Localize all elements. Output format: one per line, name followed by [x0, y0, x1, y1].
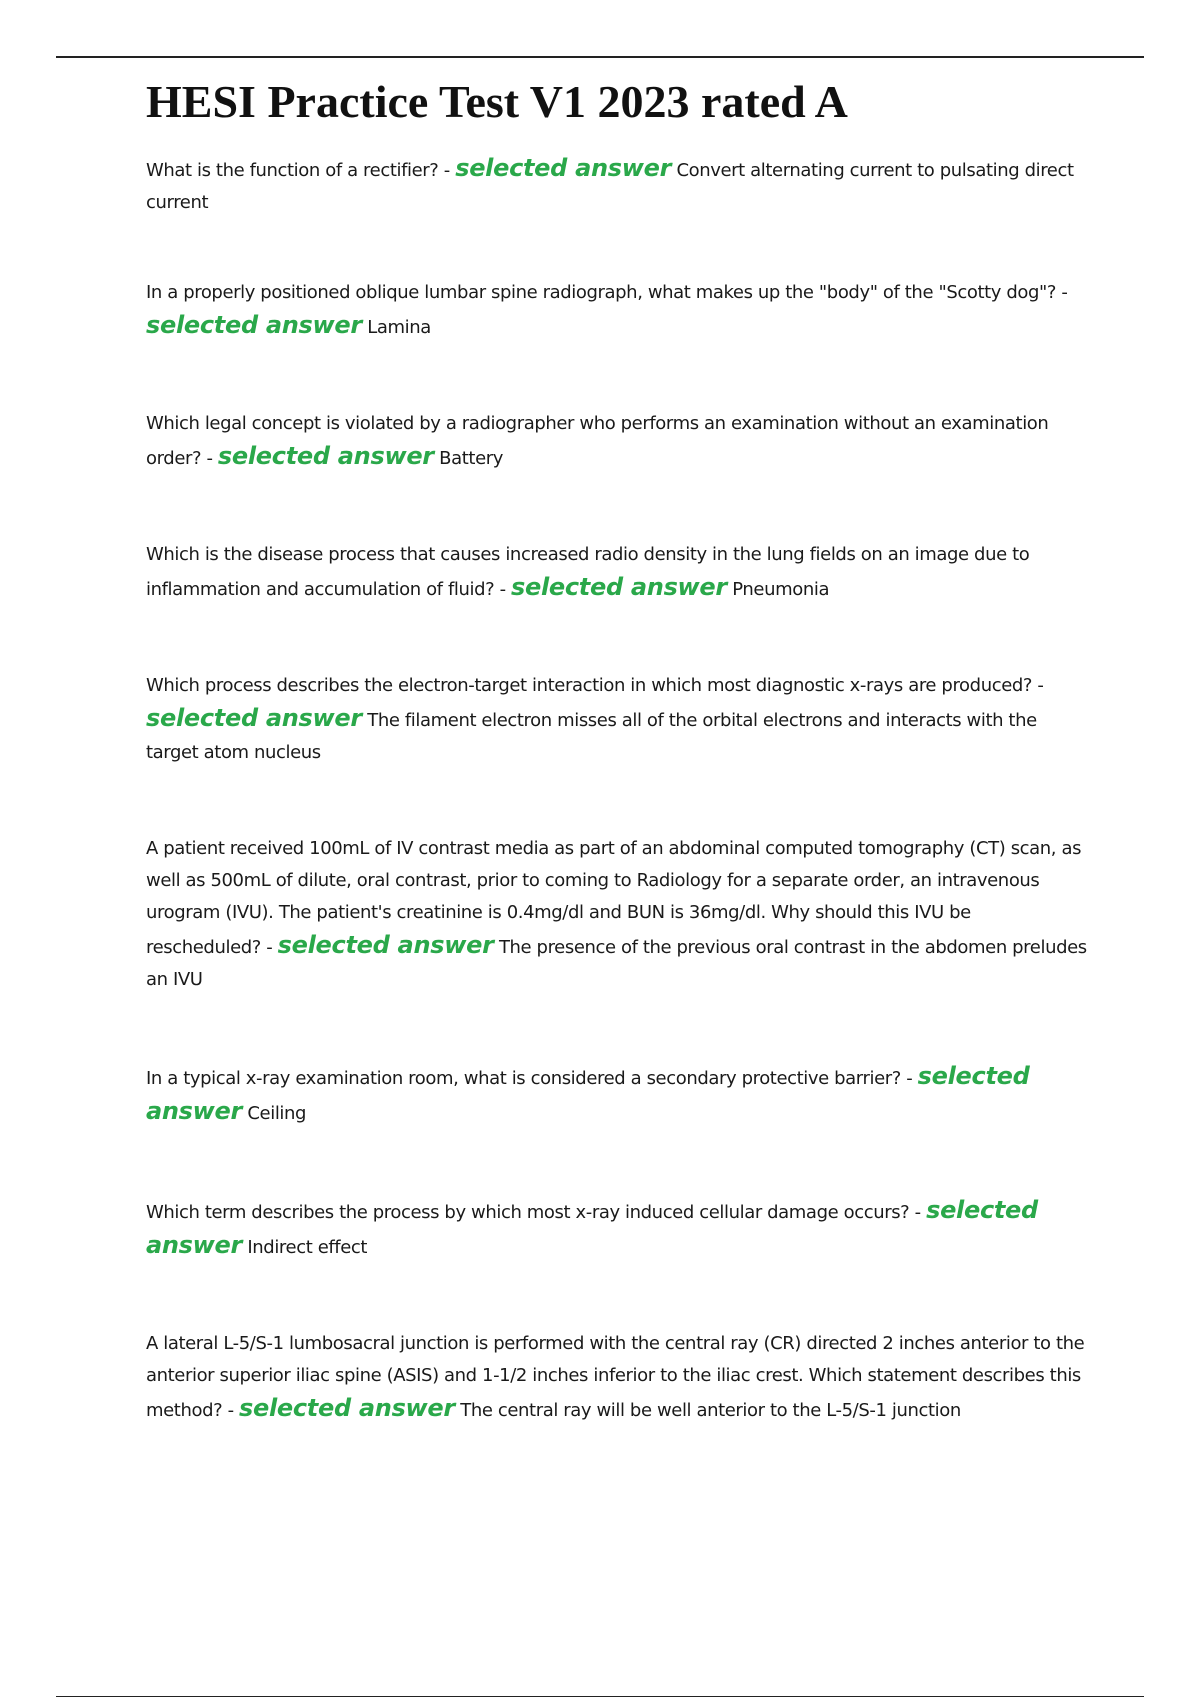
question-text: Which term describes the process by which most x-ray induced cellular damage occurs? - — [146, 1202, 921, 1223]
answer-text: The presence of the previous oral contrast in the abdomen preludes an IVU — [146, 937, 1087, 990]
answer-text: Indirect effect — [247, 1237, 368, 1258]
bottom-rule — [56, 1696, 1144, 1697]
qa-item — [146, 539, 1091, 606]
answer-text: The filament electron misses all of the orbital electrons and interacts with the target atom nucleus — [146, 710, 1037, 763]
question-text: What is the function of a rectifier? - — [146, 160, 450, 181]
question-text: A lateral L-5/S-1 lumbosacral junction is performed with the central ray (CR) directed 2 inches anterior to the anterior superior iliac spine (ASIS) and 1-1/2 inches inferior to the iliac crest. Which statement describes this method? - — [146, 1333, 1085, 1421]
document-page — [146, 72, 1091, 1427]
selected-answer-label: selected answer — [146, 1196, 1038, 1259]
question-text: In a typical x-ray examination room, what is considered a secondary protective barrier? - — [146, 1068, 913, 1089]
question-text: A patient received 100mL of IV contrast media as part of an abdominal computed tomography (CT) scan, as well as 500mL of dilute, oral contrast, prior to coming to Radiology for a separate order, an intravenous urogram (IVU). The patient's creatinine is 0.4mg/dl and BUN is 36mg/dl. Why should this IVU be rescheduled? - — [146, 838, 1082, 958]
document-title: HESI Practice Test V1 2023 rated A — [146, 76, 848, 127]
qa-item — [146, 1328, 1091, 1427]
selected-answer-label: selected answer — [455, 154, 672, 182]
answer-text: Battery — [439, 448, 503, 469]
question-text: Which legal concept is violated by a radiographer who performs an examination without an examination order? - — [146, 413, 1049, 469]
answer-text: Convert alternating current to pulsating direct current — [146, 160, 1074, 213]
qa-item — [146, 833, 1091, 996]
answer-text: The central ray will be well anterior to the L-5/S-1 junction — [460, 1400, 961, 1421]
answer-text: Pneumonia — [732, 579, 830, 600]
selected-answer-label: selected answer — [277, 931, 494, 959]
qa-item — [146, 408, 1091, 475]
selected-answer-label: selected answer — [217, 442, 434, 470]
qa-item — [146, 670, 1091, 769]
selected-answer-label: selected answer — [146, 1062, 1030, 1125]
question-text: In a properly positioned oblique lumbar spine radiograph, what makes up the "body" of the "Scotty dog"? - — [146, 282, 1068, 303]
qa-item — [146, 277, 1091, 344]
answer-text: Lamina — [367, 317, 431, 338]
selected-answer-label: selected answer — [146, 311, 362, 339]
qa-item — [146, 1060, 1091, 1130]
answer-text: Ceiling — [247, 1103, 307, 1124]
selected-answer-label: selected answer — [146, 704, 362, 732]
qa-item — [146, 1194, 1091, 1264]
qa-item — [146, 152, 1091, 219]
question-text: Which process describes the electron-target interaction in which most diagnostic x-rays are produced? - — [146, 675, 1044, 696]
question-text: Which is the disease process that causes increased radio density in the lung fields on an image due to inflammation and accumulation of fluid? - — [146, 544, 1030, 600]
selected-answer-label: selected answer — [511, 573, 727, 601]
question-list — [146, 152, 1091, 1427]
top-rule — [56, 56, 1144, 58]
selected-answer-label: selected answer — [239, 1394, 455, 1422]
